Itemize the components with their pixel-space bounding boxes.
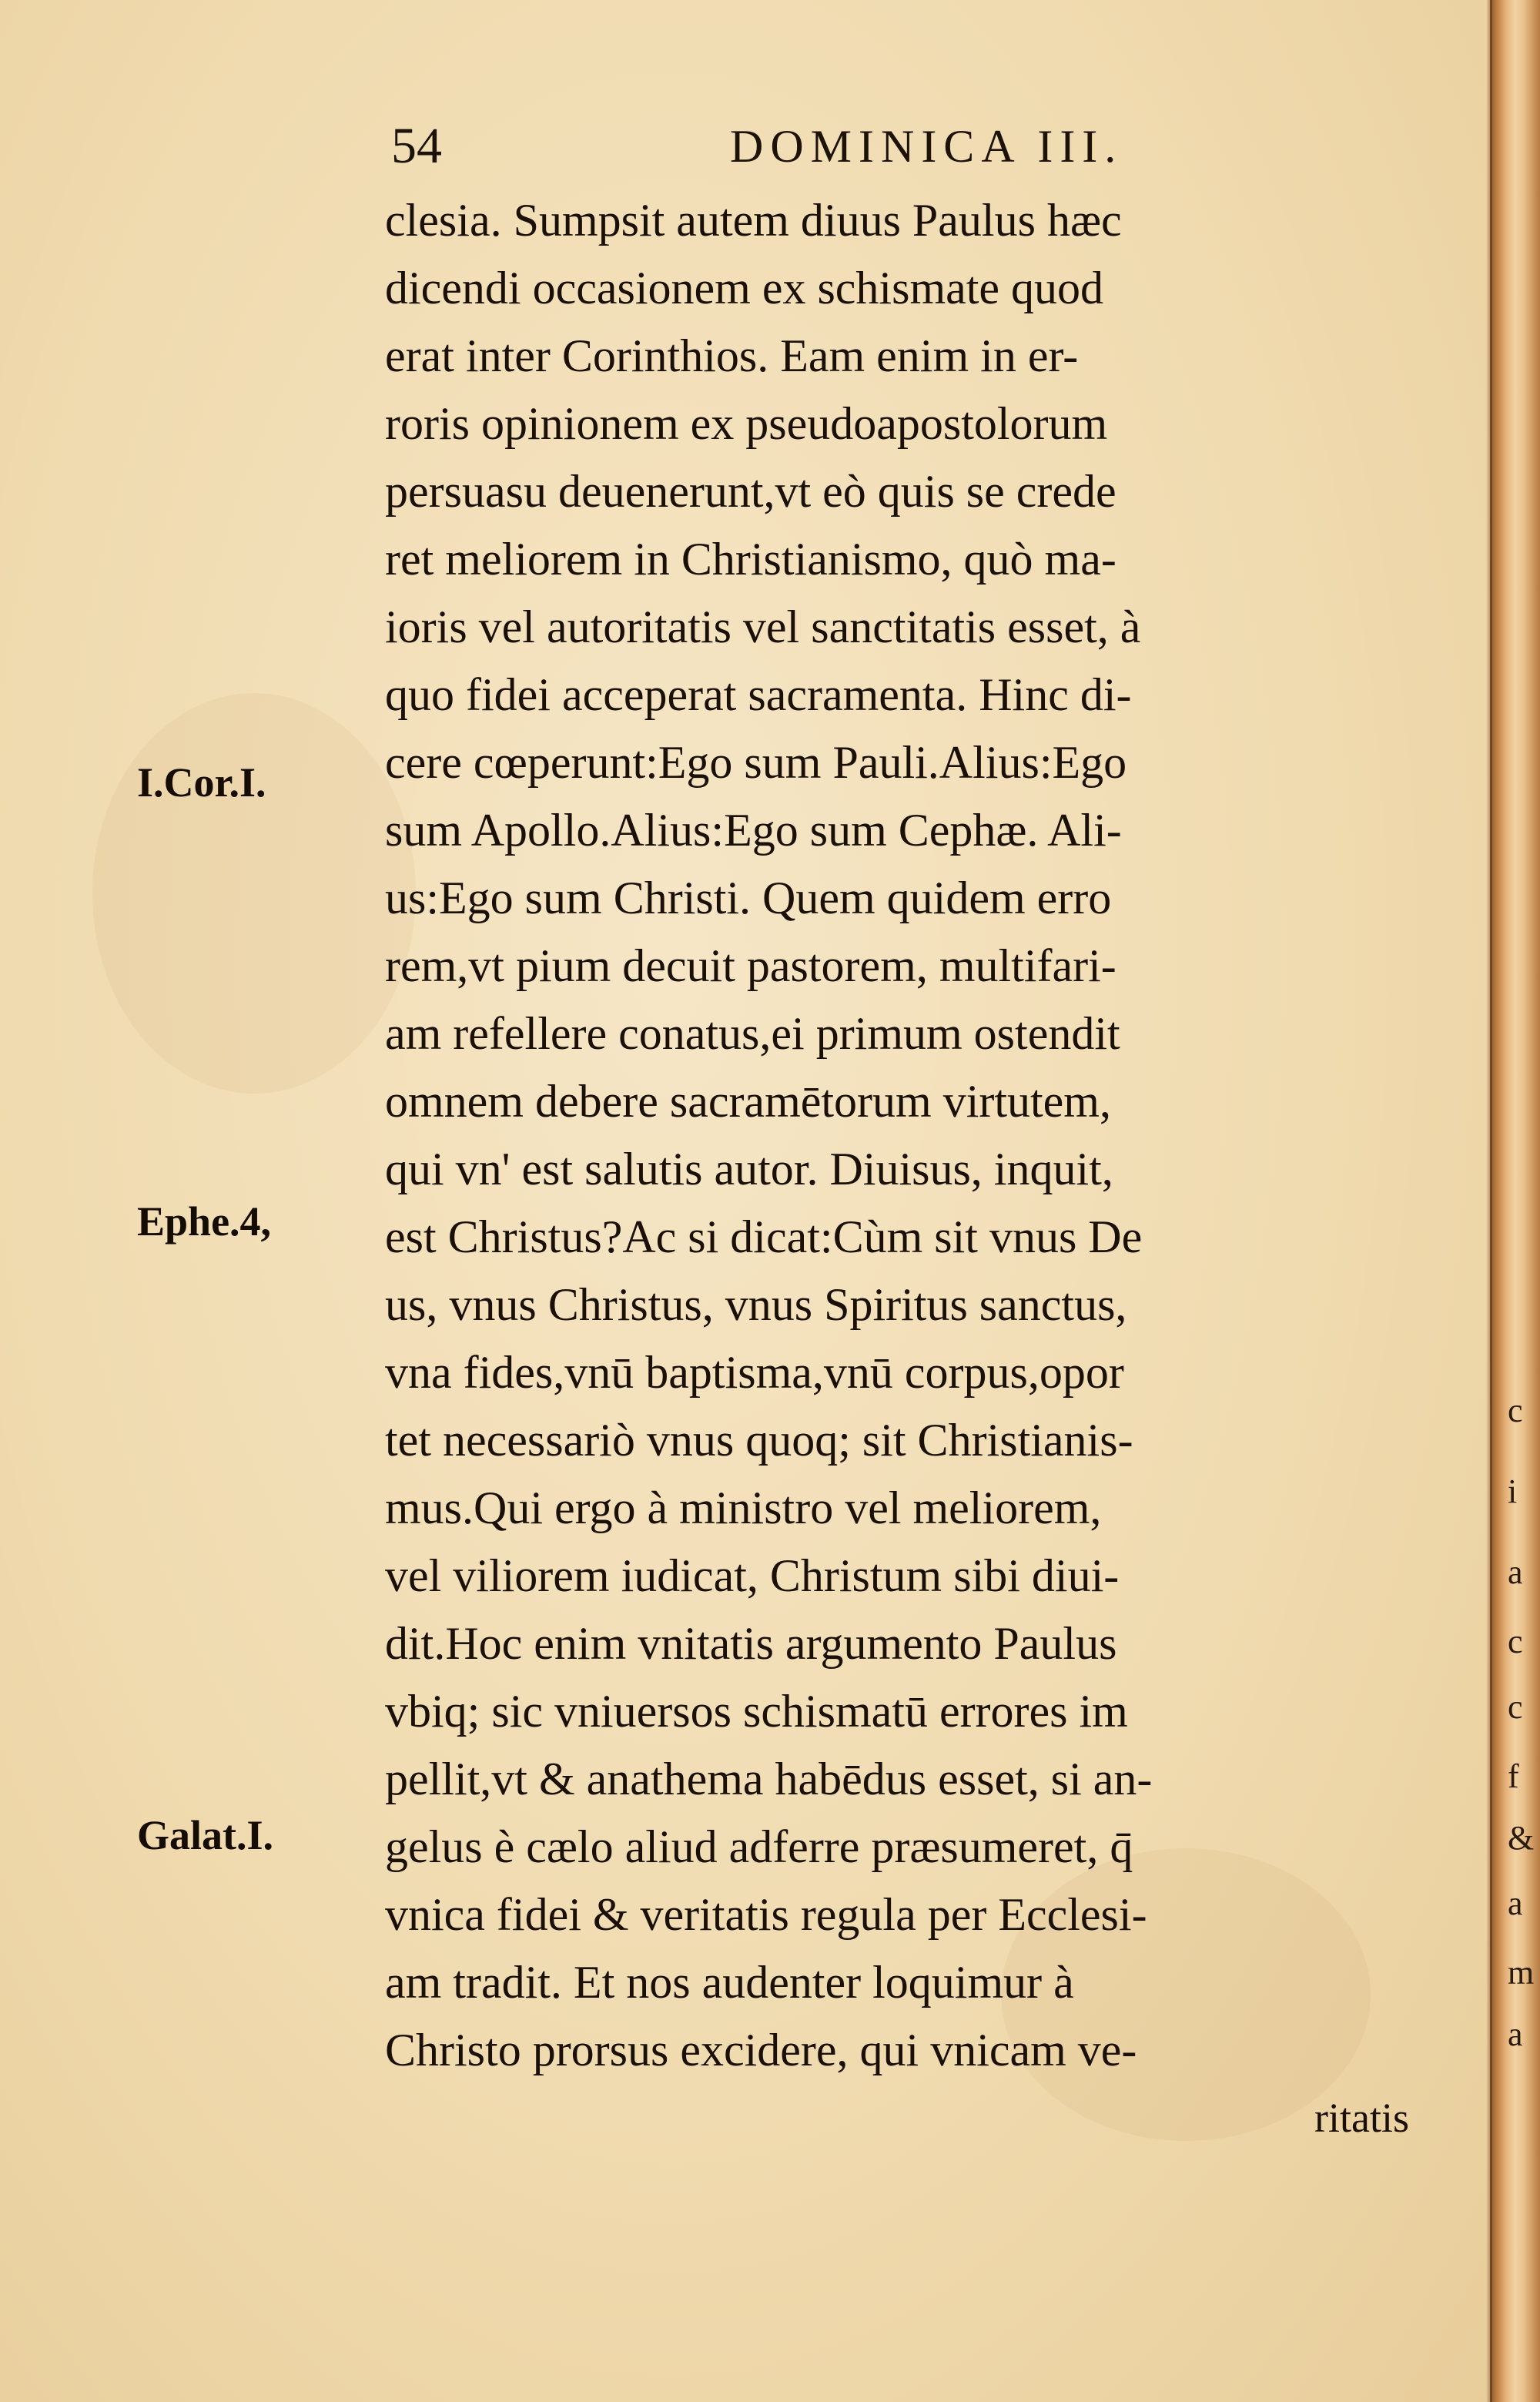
text-line: am refellere conatus,ei primum ostendit [385, 1008, 1120, 1059]
text-line: us:Ego sum Christi. Quem quidem erro [385, 873, 1112, 923]
text-line: clesia. Sumpsit autem diuus Paulus hæc [385, 195, 1122, 246]
facing-page-fragment: i [1508, 1472, 1518, 1510]
body-text [385, 186, 1432, 2152]
text-line: omnem debere sacramētorum virtutem, [385, 1076, 1111, 1127]
text-line: persuasu deuenerunt,vt eò quis se crede [385, 466, 1116, 517]
text-line: Christo prorsus excidere, qui vnicam ve- [385, 2025, 1137, 2075]
text-line: vnica fidei & veritatis regula per Ecclesi- [385, 1889, 1147, 1940]
facing-page-fragment: a [1508, 2015, 1523, 2053]
marginal-note-corinthians: I.Cor.I. [137, 759, 266, 806]
page-number: 54 [391, 118, 442, 174]
facing-page-fragment: a [1508, 1553, 1523, 1591]
facing-page-fragment: f [1508, 1757, 1519, 1795]
text-line: vna fides,vnū baptisma,vnū corpus,opor [385, 1347, 1124, 1398]
text-line: est Christus?Ac si dicat:Cùm sit vnus De [385, 1211, 1143, 1262]
facing-page-fragment: c [1508, 1392, 1523, 1429]
text-line: gelus è cælo aliud adferre præsumeret, q̄ [385, 1821, 1133, 1872]
page-header [391, 116, 1254, 177]
text-line: us, vnus Christus, vnus Spiritus sanctus, [385, 1279, 1127, 1330]
text-line: roris opinionem ex pseudoapostolorum [385, 398, 1108, 449]
catchword: ritatis [1314, 2095, 1409, 2141]
running-head: DOMINICA III. [730, 121, 1123, 172]
text-line: quo fidei acceperat sacramenta. Hinc di- [385, 669, 1132, 720]
text-line: dit.Hoc enim vnitatis argumento Paulus [385, 1618, 1117, 1669]
facing-page-fragment: a [1508, 1884, 1523, 1922]
facing-page-fragment: & [1508, 1819, 1535, 1857]
text-line: dicendi occasionem ex schismate quod [385, 263, 1104, 313]
text-line: rem,vt pium decuit pastorem, multifari- [385, 940, 1116, 991]
text-line: vel viliorem iudicat, Christum sibi diui- [385, 1550, 1120, 1601]
text-line: ret meliorem in Christianismo, quò ma- [385, 534, 1116, 585]
text-line: pellit,vt & anathema habēdus esset, si an- [385, 1754, 1153, 1804]
text-line: vbiq; sic vniuersos schismatū errores im [385, 1686, 1128, 1737]
facing-page-fragment: c [1508, 1688, 1523, 1726]
facing-page-fragment: m [1508, 1954, 1535, 1992]
facing-page-fragment: c [1508, 1623, 1523, 1660]
text-line: qui vn' est salutis autor. Diuisus, inquit, [385, 1144, 1113, 1194]
text-line: mus.Qui ergo à ministro vel meliorem, [385, 1482, 1102, 1533]
text-line: tet necessariò vnus quoq; sit Christianis- [385, 1415, 1133, 1466]
text-line: am tradit. Et nos audenter loquimur à [385, 1957, 1074, 2008]
paper-stain [92, 693, 416, 1094]
marginal-note-galatians: Galat.I. [137, 1812, 274, 1858]
text-line: cere cœperunt:Ego sum Pauli.Alius:Ego [385, 737, 1127, 788]
text-line: erat inter Corinthios. Eam enim in er- [385, 330, 1079, 381]
text-line: sum Apollo.Alius:Ego sum Cephæ. Ali- [385, 805, 1122, 856]
gutter-shadow [1486, 0, 1492, 2402]
marginal-note-ephesians: Ephe.4, [137, 1198, 272, 1245]
text-line: ioris vel autoritatis vel sanctitatis esset, à [385, 601, 1141, 652]
